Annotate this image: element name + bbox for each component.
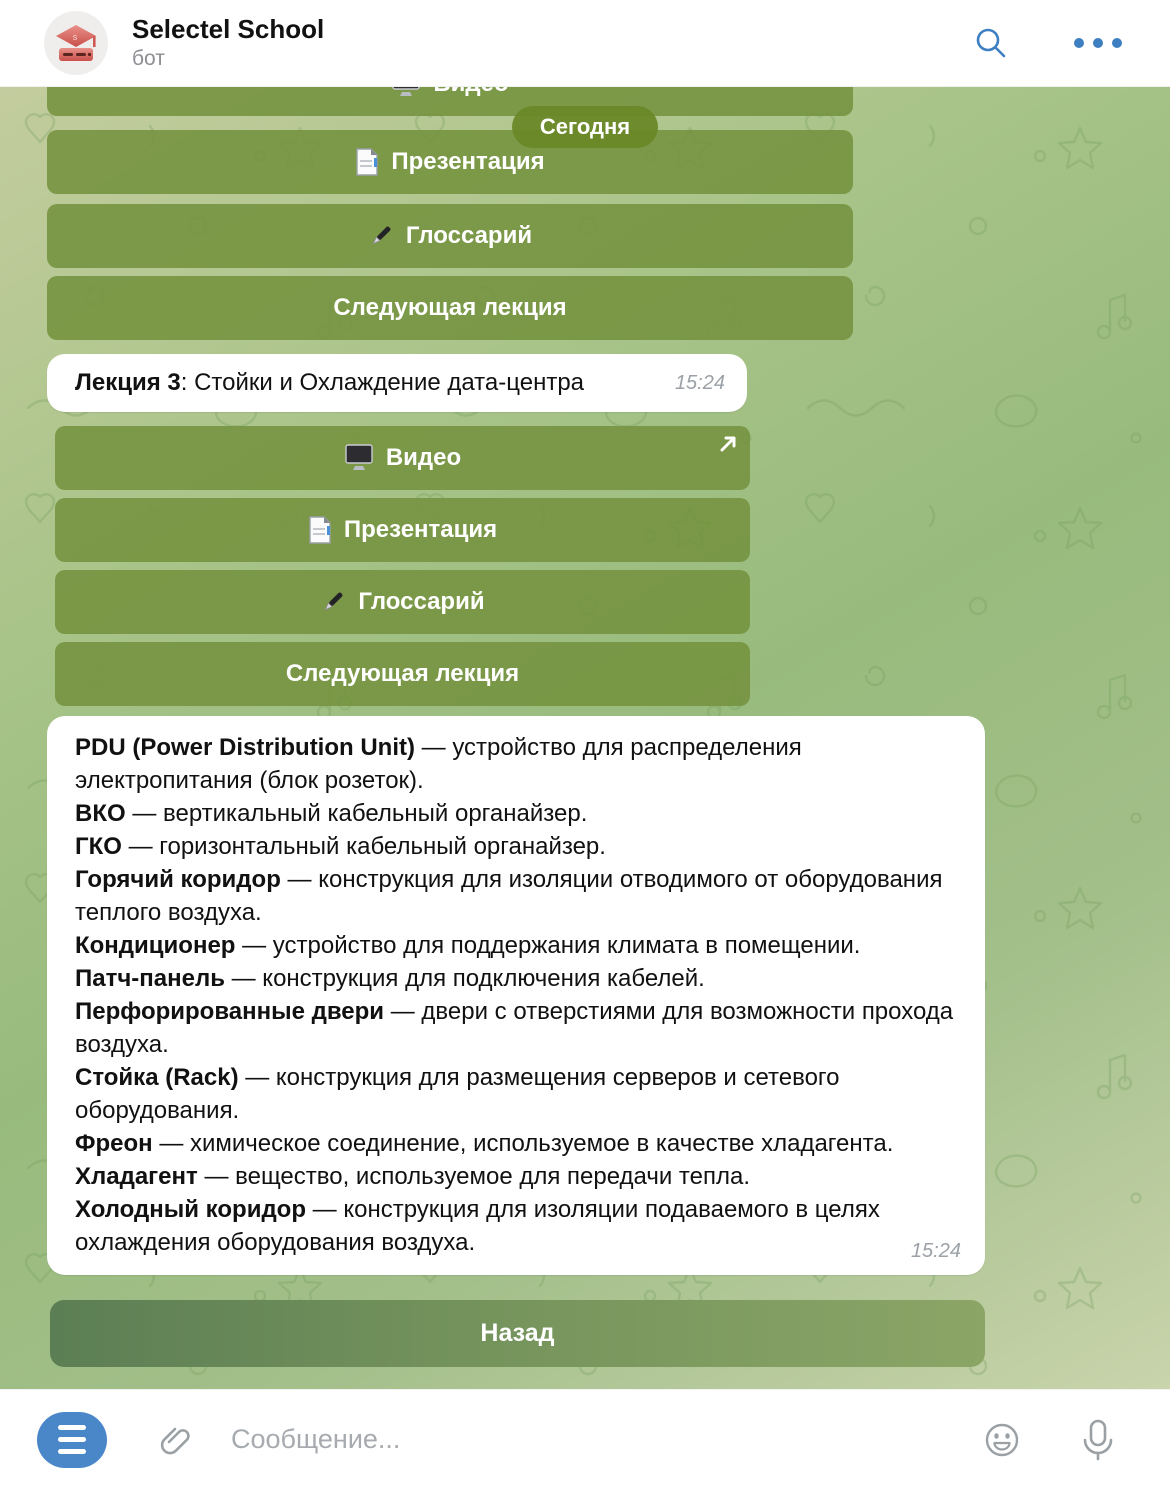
glossary-entry: ВКО — вертикальный кабельный органайзер. bbox=[75, 800, 588, 827]
ellipsis-icon bbox=[1074, 38, 1122, 48]
message-bubble-lecture bbox=[47, 354, 747, 412]
document-icon bbox=[355, 147, 379, 177]
inline-button-label: Презентация bbox=[343, 516, 498, 543]
inline-button-glossary[interactable] bbox=[55, 570, 750, 634]
inline-button-next-lecture[interactable] bbox=[55, 642, 750, 706]
document-icon bbox=[308, 515, 332, 545]
keyboard-button-presentation[interactable] bbox=[47, 130, 853, 194]
message-composer bbox=[0, 1389, 1170, 1489]
keyboard-button-label: Следующая лекция bbox=[333, 294, 567, 321]
glossary-entry: Хладагент — вещество, используемое для передачи тепла. bbox=[75, 1163, 751, 1190]
svg-text:s: s bbox=[72, 32, 78, 42]
keyboard-button-label: Глоссарий bbox=[405, 222, 533, 249]
keyboard-button-glossary[interactable] bbox=[47, 204, 853, 268]
chat-header bbox=[0, 0, 1170, 87]
bot-avatar[interactable] bbox=[44, 11, 108, 75]
reply-keyboard-back-button[interactable]: Назад bbox=[50, 1300, 985, 1367]
keyboard-button-next-lecture[interactable] bbox=[47, 276, 853, 340]
more-options-button[interactable] bbox=[1074, 38, 1122, 48]
monitor-icon bbox=[344, 444, 374, 472]
microphone-icon bbox=[1078, 1418, 1118, 1462]
glossary-entry: ГКО — горизонтальный кабельный органайзер. bbox=[75, 833, 606, 860]
inline-button-label: Видео bbox=[385, 444, 462, 471]
lecture-title: : Стойки и Охлаждение дата-центра bbox=[180, 369, 585, 396]
inline-button-presentation[interactable] bbox=[55, 498, 750, 562]
glossary-entry: Холодный коридор — конструкция для изоляции подаваемого в целях охлаждения оборудования воздуха. bbox=[75, 1196, 880, 1256]
chat-scroll-area[interactable] bbox=[0, 86, 1170, 1390]
message-text bbox=[75, 369, 584, 397]
pen-icon bbox=[368, 223, 394, 249]
glossary-entry: Стойка (Rack) — конструкция для размещения серверов и сетевого оборудования. bbox=[75, 1064, 840, 1124]
emoji-button[interactable] bbox=[982, 1420, 1022, 1460]
glossary-entry: Патч-панель — конструкция для подключения кабелей. bbox=[75, 965, 705, 992]
message-bubble-glossary bbox=[47, 716, 985, 1275]
glossary-entry: Перфорированные двери — двери с отверстиями для возможности прохода воздуха. bbox=[75, 998, 954, 1058]
chat-title: Selectel School bbox=[132, 14, 325, 44]
glossary-entry: Фреон — химическое соединение, используемое в качестве хладагента. bbox=[75, 1130, 894, 1157]
search-icon bbox=[974, 26, 1008, 60]
inline-button-video[interactable] bbox=[55, 426, 750, 490]
glossary-entry: PDU (Power Distribution Unit) — устройство для распределения электропитания (блок розеток). bbox=[75, 734, 802, 794]
date-badge: Сегодня bbox=[512, 106, 658, 148]
message-time: 15:24 bbox=[674, 371, 725, 394]
lecture-number: Лекция 3 bbox=[75, 369, 181, 396]
pen-icon bbox=[320, 589, 346, 615]
voice-message-button[interactable] bbox=[1078, 1418, 1118, 1462]
keyboard-button-label: Презентация bbox=[391, 148, 545, 175]
search-button[interactable] bbox=[974, 26, 1008, 60]
smiley-icon bbox=[982, 1420, 1022, 1460]
message-input[interactable] bbox=[229, 1423, 982, 1456]
chat-info[interactable] bbox=[132, 14, 974, 72]
inline-button-label: Глоссарий bbox=[358, 588, 485, 615]
message-time: 15:24 bbox=[910, 1240, 961, 1262]
attach-button[interactable] bbox=[159, 1422, 195, 1458]
paperclip-icon bbox=[159, 1422, 195, 1458]
inline-button-label: Следующая лекция bbox=[285, 660, 520, 687]
chat-subtitle: бот bbox=[132, 47, 165, 70]
external-link-icon bbox=[718, 434, 738, 454]
bot-menu-button[interactable] bbox=[37, 1412, 107, 1468]
glossary-entry: Горячий коридор — конструкция для изоляции отводимого от оборудования теплого воздуха. bbox=[75, 866, 943, 926]
glossary-entry: Кондиционер — устройство для поддержания климата в помещении. bbox=[75, 932, 861, 959]
